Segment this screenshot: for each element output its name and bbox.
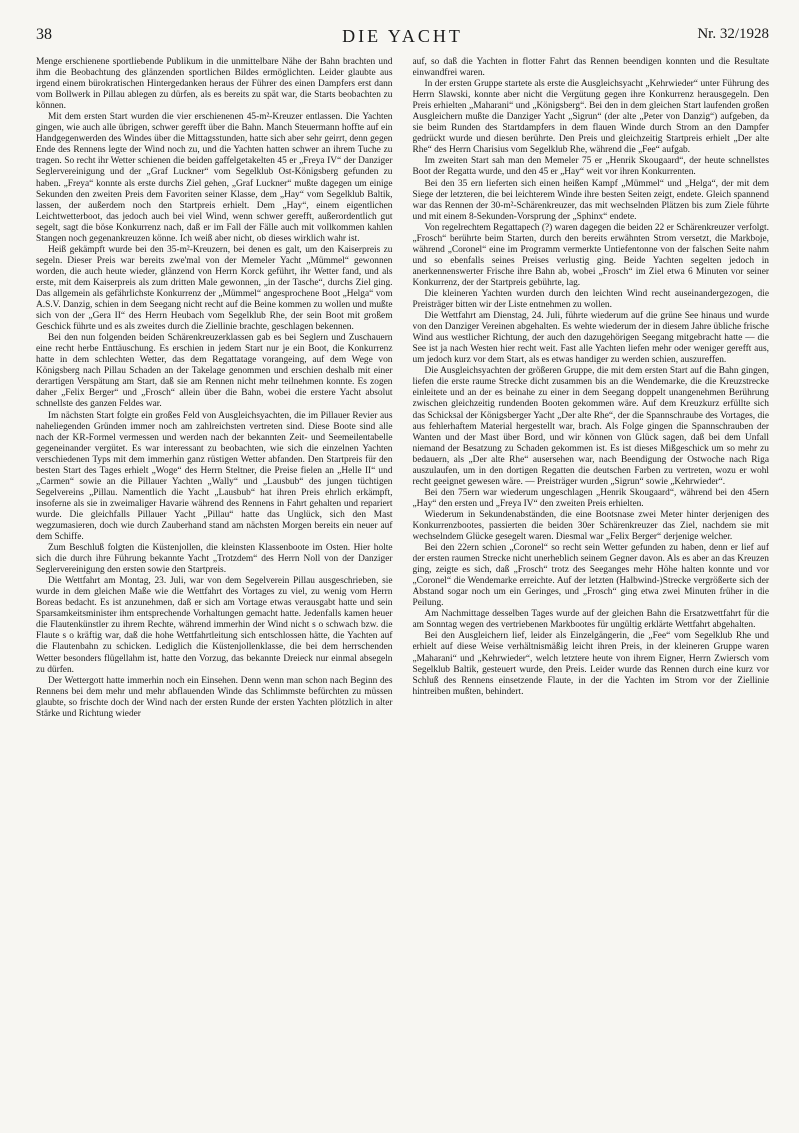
paragraph: Die Wettfahrt am Dienstag, 24. Juli, führte wiederum auf die grüne See hinaus und wurde von den Danziger Vereinen abgehalten. Es wehte wiederum der in diesem Jahre übliche frische Wind aus westlicher Richtung, der auch den dazugehörigen Seegang mitgebracht hatte — die See ist ja nach Westen hier recht weit. Fast alle Yachten liefen mehr oder weniger gerefft aus, um jedoch kurz vor dem Start, als es etwas handiger zu werden schien, auszureffen. bbox=[412, 311, 769, 366]
paragraph: Mit dem ersten Start wurden die vier erschienenen 45-m²-Kreuzer entlassen. Die Yachten gingen, wie auch alle übrigen, schwer gerefft über die Bahn. Manch Steuermann hoffte auf ein Handgegenwerden des Windes über die Mittagsstunden, hatte sich aber sehr geirrt, denn gegen Ende des Rennens legte der Wind noch zu, und die Yachten hatten schwer an ihrem Tuche zu tragen. So recht ihr Wetter schienen die beiden gaffelgetakelten 45 er „Freya IV“ der Danziger Seglervereinigung und der „Graf Luckner“ vom Segelklub Ost-Königsberg gefunden zu haben. „Freya“ konnte als erste durchs Ziel gehen, „Graf Luckner“ mußte dagegen um einige Sekunden den zweiten Preis dem Favoriten seiner Klasse, dem „Hay“ vom Segelklub Baltik, lassen, der außerdem noch den Startpreis erhielt. Dem „Hay“, einem eigentlichen Leichtwetterboot, das jedoch auch bei viel Wind, wenn schwer gerefft, außerordentlich gut segelt, sagt die böse Konkurrenz nach, daß er im Fall der Fälle auch mit vollkommen kahlen Stangen noch gegenankreuzen könne. Ich weiß aber nicht, ob dieses wirklich wahr ist. bbox=[36, 112, 393, 244]
paragraph: Von regelrechtem Regattapech (?) waren dagegen die beiden 22 er Schärenkreuzer verfolgt. „Frosch“ berührte beim Starten, durch den bereits erwähnten Strom versetzt, die Markboje, während „Coronel“ eine im Programm vermerkte Untiefentonne von der falschen Seite nahm und so ebenfalls seines Preises verlustig ging. Beide Yachten segelten jedoch in anerkennenswerter Frische ihre Bahn ab, wobei „Frosch“ im Ziel etwa 6 Minuten vor seiner Konkurrenz, der der Startpreis gebührte, lag. bbox=[412, 222, 769, 288]
issue-number: Nr. 32/1928 bbox=[697, 26, 769, 42]
paragraph: Am Nachmittage desselben Tages wurde auf der gleichen Bahn die Ersatzwettfahrt für die am Sonntag wegen des vertriebenen Markbootes für ungültig erklärte Wettfahrt abgehalten. bbox=[412, 609, 769, 631]
paragraph: Die Ausgleichsyachten der größeren Gruppe, die mit dem ersten Start auf die Bahn gingen, liefen die erste raume Strecke dicht zusammen bis an die Wendemarke, die die Kreuzstrecke einleitete und an der es beinahe zu einer in dem Seegang doppelt unangenehmen Berührung zwischen gleichzeitig rundenden Booten gekommen wäre. Auf dem Kreuzkurz erfüllte sich das Schicksal der Königsberger Yacht „Der alte Rhe“, der die Spannschraube des Vortages, die aus fehlerhaftem Material hergestellt war, brach. Als Folge gingen die Spannschrauben der Wanten und der Mast über Bord, und wir können von Glück sagen, daß bei dem Unfall niemand der Besatzung zu Schaden gekommen ist. Es ist dieses Mißgeschick um so mehr zu bedauern, als „Der alte Rhe“ ausersehen war, nach Beendigung der Ostwoche nach Riga auszulaufen, um in den dortigen Regatten die deutschen Farben zu vertreten, wozu er wohl recht geeignet gewesen wäre. — Preisträger wurden „Sigrun“ sowie „Kehrwieder“. bbox=[412, 366, 769, 487]
paragraph: Bei den 35 ern lieferten sich einen heißen Kampf „Mümmel“ und „Helga“, der mit dem Siege der letzteren, die bei leichterem Winde ihre besten Seiten zeigt, endete. Gleich spannend war das Rennen der 30-m²-Schärenkreuzer, das mit wechselnden Plätzen bis zum Ziele führte und mit einem 8-Sekunden-Vorsprung der „Sphinx“ endete. bbox=[412, 178, 769, 222]
page-number: 38 bbox=[36, 26, 52, 43]
article-body bbox=[36, 57, 769, 1125]
paragraph: Bei den 75ern war wiederum ungeschlagen „Henrik Skougaard“, während bei den 45ern „Hay“ den ersten und „Freya IV“ den zweiten Preis erhielten. bbox=[412, 487, 769, 509]
paragraph: Die Wettfahrt am Montag, 23. Juli, war von dem Segelverein Pillau ausgeschrieben, sie wurde in dem gleichen Maße wie die Wettfahrt des Vortages zu viel, zu wenig vom Herrn Boreas bedacht. Es ist anzunehmen, daß er sich am Vortage etwas verausgabt hatte und sein Sparsamkeitsminister ihm entsprechende Vorhaltungen gemacht hatte. Jedenfalls kamen heuer die Flautenkünstler zu ihrem Rechte, während immerhin der Wind nicht s o schwach bzw. die Flaute s o kräftig war, daß die hohe Wettfahrtleitung sich entschlossen hätte, die Yachten auf die Flautenbahn zu schicken. Lediglich die Küstenjollenklasse, die bei dem herrschenden Wetter besonders flügellahm ist, hatte den Vorzug, das bekannte Dreieck nur einmal absegeln zu dürfen. bbox=[36, 576, 393, 675]
paragraph: In der ersten Gruppe startete als erste die Ausgleichsyacht „Kehrwieder“ unter Führung des Herrn Slawski, konnte aber nicht die Vergütung gegen ihre Konkurrenz herausgegeln. Den Preis erhielten „Maharani“ und „Königsberg“. Bei den in dem gleichen Start laufenden großen Ausgleichern mußte die Danziger Yacht „Sigrun“ (der alte „Peter von Danzig“) aufgeben, da sie beim Runden des Startdampfers in dem flauen Winde durch Strom an den Dampfer gedrückt wurde und diesen berührte. Den Preis und gleichzeitig Startpreis erhielt „Der alte Rhe“ des Herrn Charisius vom Segelklub Rhe, während die „Fee“ aufgab. bbox=[412, 79, 769, 156]
left-column bbox=[36, 57, 393, 1125]
paragraph: Im nächsten Start folgte ein großes Feld von Ausgleichsyachten, die im Pillauer Revier aus naheliegenden Gründen immer noch am zahlreichsten vertreten sind. Diese Boote sind alle nach der KR-Formel vermessen und werden nach der bekannten Zeit- und Seemeilentabelle gegeneinander vergütet. Es war interessant zu beobachten, wie sich die einzelnen Yachten verschiedenen Typs mit dem immerhin ganz rüstigen Wetter abfanden. Den Startpreis für den besten Start des Tages erhielt „Woge“ des Herrn Steltner, die Preise fielen an „Helle II“ und „Carmen“ sowie an die Pillauer Yachten „Wally“ und „Lausbub“ des jungen tüchtigen Segelvereins „Pillau. Namentlich die Yacht „Lausbub“ hat ihren Preis ehrlich erkämpft, insoferne als sie in zweimaliger Havarie während des Rennens in Fahrt gehalten und repariert wurde. Die gleichfalls Pillauer Yacht „Pillau“ hatte das Unglück, sich den Mast wegzumasieren, doch wie durch Zauberhand stand am nächsten Morgen bereits ein neuer auf dem Schiffe. bbox=[36, 410, 393, 543]
paragraph: Menge erschienene sportliebende Publikum in die unmittelbare Nähe der Bahn brachten und ihm die Beobachtung des glänzenden sportlichen Bildes ermöglichten. Leider glaubte aus irgend einem bürokratischen Hintergedanken heraus der Führer des einen Dampfers erst dann vom Bollwerk in Pillau ablegen zu dürfen, als es bereits zu spät war, die Starts beobachten zu können. bbox=[36, 57, 393, 112]
paragraph: Die kleineren Yachten wurden durch den leichten Wind recht auseinandergezogen, die Preisträger bitten wir der Liste entnehmen zu wollen. bbox=[412, 288, 769, 311]
paragraph: Der Wettergott hatte immerhin noch ein Einsehen. Denn wenn man schon nach Beginn des Rennens bei dem mehr und mehr abflauenden Winde das Schlimmste befürchten zu müssen glaubte, so frischte doch der Wind nach der ersten Runde der ersten Yachten plötzlich in alter Stärke und Richtung wieder bbox=[36, 675, 393, 719]
paragraph: Bei den nun folgenden beiden Schärenkreuzerklassen gab es bei Seglern und Zuschauern eine recht herbe Enttäuschung. Es erschien in jedem Start nur je ein Boot, die Konkurrenz hatte in dem schlechten Wetter, das dem Regattatage vorangeing, auf dem Wege von Königsberg nach Pillau Schaden an der Takelage genommen und erschien deshalb mit einer derartigen Verspätung am Start, daß sie am Rennen nicht mehr teilnehmen konnte. Es zogen daher „Felix Berger“ und „Frosch“ allein über die Bahn, wobei die erstere Yacht absolut schnellste des ganzen Feldes war. bbox=[36, 333, 393, 410]
paragraph: Zum Beschluß folgten die Küstenjollen, die kleinsten Klassenboote im Osten. Hier holte sich die durch ihre Führung bekannte Yacht „Trotzdem“ des Herrn Noll von der Danziger Seglervereinigung den ersten sowie den Startpreis. bbox=[36, 543, 393, 576]
paragraph: Bei den Ausgleichern lief, leider als Einzelgängerin, die „Fee“ vom Segelklub Rhe und erhielt auf diese Weise verhältnismäßig leicht ihren Preis, in der kleineren Gruppe waren „Maharani“ und „Kehrwieder“, welch letztere heute von ihrem Eigner, Herrn Zwiersch vom Segelklub Baltik, gesteuert wurde, den Preis. Leider wurde das Rennen durch eine kurz vor Schluß des Rennens einsetzende Flaute, in der die Yachten im Strom vor der Ziellinie hintreiben mußten, behindert. bbox=[412, 631, 769, 697]
paragraph: Bei den 22ern schien „Coronel“ so recht sein Wetter gefunden zu haben, denn er lief auf der ersten raumen Strecke nicht unerheblich seinem Gegner davon. Als es aber an das Kreuzen ging, zeigte es sich, daß „Frosch“ trotz des Seeganges mehr Höhe halten konnte und vor „Coronel“ die Wendemarke erreichte. Auf der letzten (Halbwind-)Strecke vergrößerte sich der Abstand sogar noch um ein Geringes, und „Frosch“ ging etwa zwei Minuten früher in die Peilung. bbox=[412, 543, 769, 609]
paragraph: Im zweiten Start sah man den Memeler 75 er „Henrik Skougaard“, der heute schnellstes Boot der Regatta wurde, und den 45 er „Hay“ weit vor ihren Konkurrenten. bbox=[412, 156, 769, 178]
paragraph: auf, so daß die Yachten in flotter Fahrt das Rennen beendigen konnten und die Resultate einwandfrei waren. bbox=[412, 57, 769, 79]
page-header bbox=[36, 26, 769, 52]
right-column bbox=[413, 57, 770, 1125]
paragraph: Wiederum in Sekundenabständen, die eine Bootsnase zwei Meter hinter derjenigen des Konkurrenzbootes, passierten die beiden 30er Schärenkreuzer das Ziel, nachdem sie mit wechselndem Glücke gesegelt waren. Diesmal war „Felix Berger“ derjenige welcher. bbox=[412, 509, 769, 543]
paragraph: Heiß gekämpft wurde bei den 35-m²-Kreuzern, bei denen es galt, um den Kaiserpreis zu segeln. Dieser Preis war bereits zwe'mal von der Memeler Yacht „Mümmel“ gewonnen worden, die auch heute wieder, glänzend von Herrn Korck geführt, ihr Wetter fand, und als erste, mit dem Kaiserpreis als zum dritten Male gewonnen, „in der Tasche“, durchs Ziel ging. Das allgemein als gefährlichste Konkurrenz der „Mümmel“ angesprochene Boot „Helga“ vom A.S.V. Danzig, schien in dem Seegang nicht recht auf die Beine kommen zu wollen und mußte sich von der „Gera II“ des Herrn Heubach vom Segelklub Rhe, der sein Boot mit großem Geschick führte und es als zweites durch die Ziellinie brachte, geschlagen bekennen. bbox=[36, 244, 393, 333]
magazine-title: DIE YACHT bbox=[342, 26, 463, 46]
